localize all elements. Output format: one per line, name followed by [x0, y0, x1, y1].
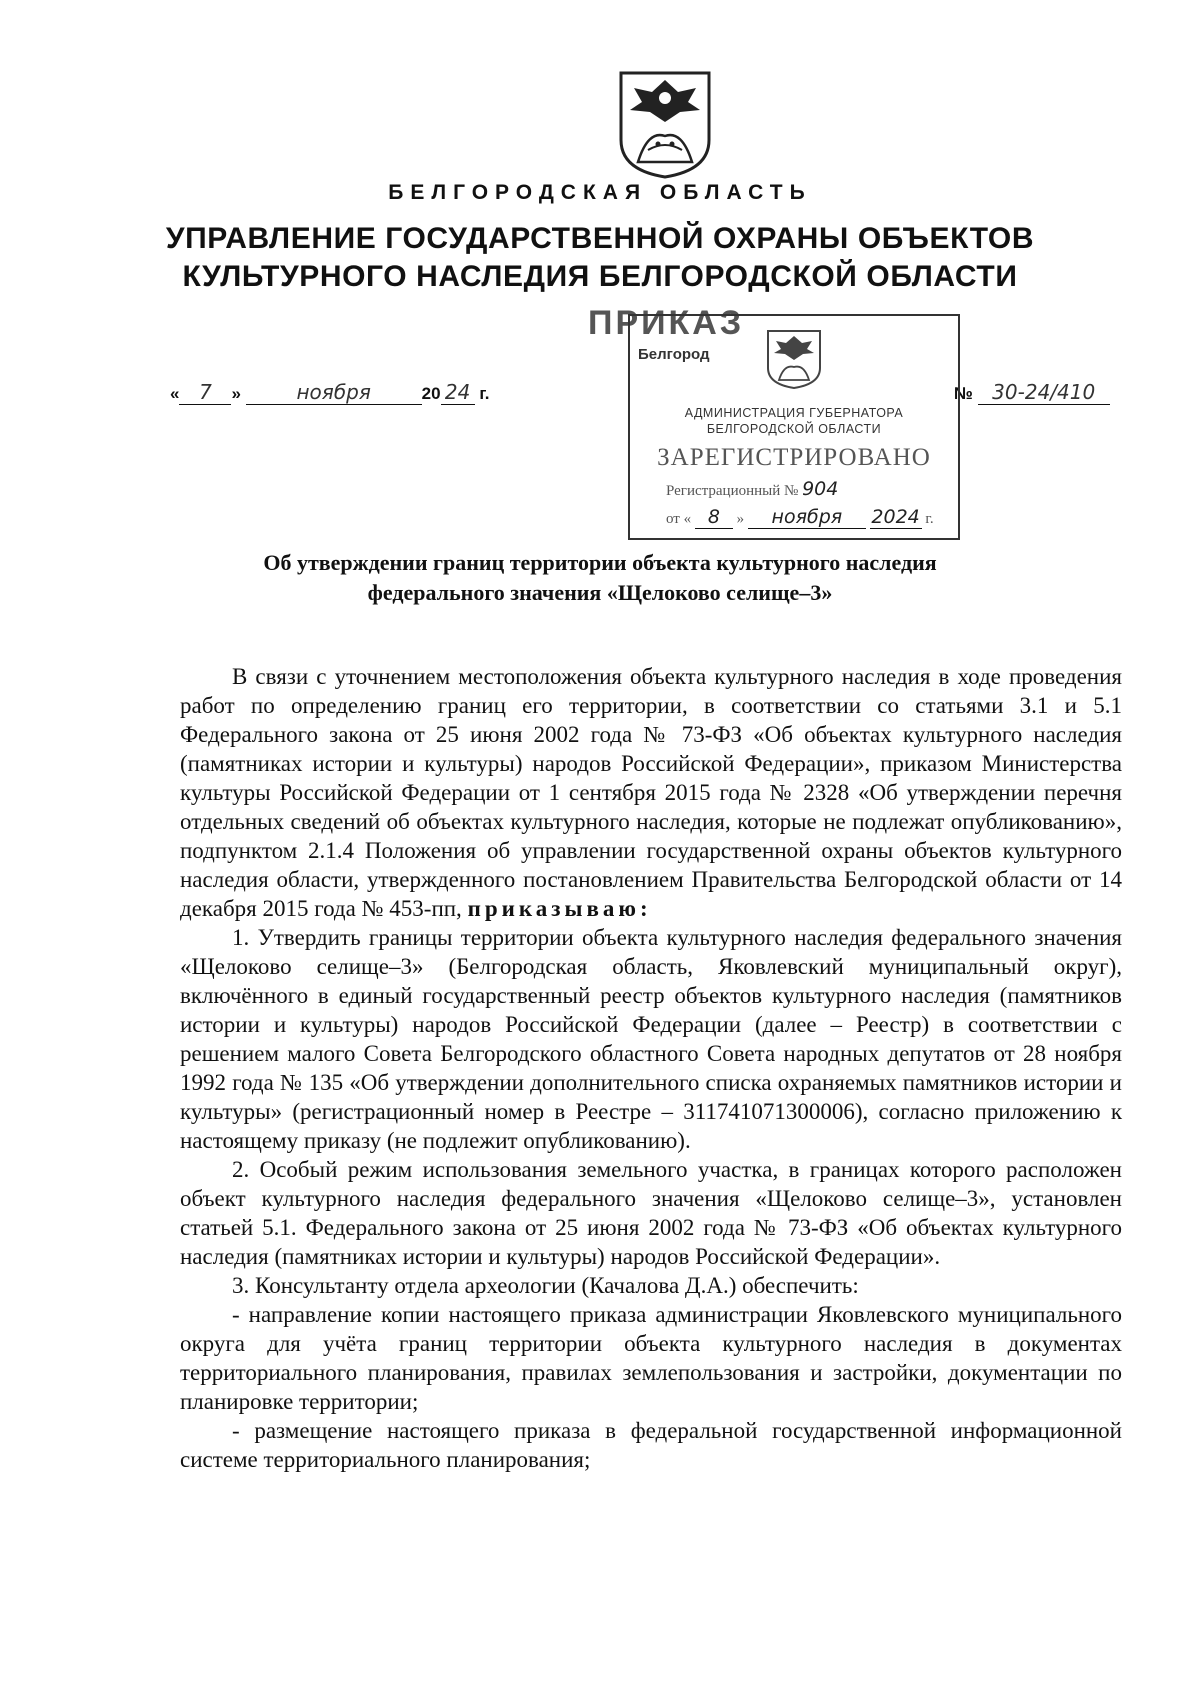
date-day: 7 — [179, 380, 231, 405]
registration-stamp — [628, 314, 960, 540]
paragraph-item-3: 3. Консультанту отдела археологии (Качалова Д.А.) обеспечить: — [232, 1273, 859, 1298]
stamp-close-quote: » — [736, 511, 745, 527]
stamp-reg-day: 8 — [695, 506, 733, 529]
stamp-admin-line2: БЕЛГОРОДСКОЙ ОБЛАСТИ — [706, 422, 882, 436]
stamp-city: Белгород — [638, 346, 710, 363]
coat-of-arms-emblem — [618, 70, 712, 180]
number-label: № — [954, 384, 973, 403]
stamp-reg-number — [666, 478, 838, 500]
stamp-registered: ЗАРЕГИСТРИРОВАНО — [657, 444, 931, 471]
date-month: ноября — [246, 380, 422, 405]
stamp-reg-number-value: 904 — [802, 478, 839, 500]
paragraph-item-2: 2. Особый режим использования земельного участка, в границах которого расположен объект культурного наследия федерального значения «Щелоково селище–3», установлен статьей 5.1. Федерального закона от 25 июня 2002 года № 73-ФЗ «Об объектах культурного наследия (памятниках истории и культуры) народов Российской Федерации». — [180, 1157, 1122, 1269]
document-number — [954, 380, 1110, 405]
date-year-prefix: 20 — [421, 384, 441, 403]
paragraph-item-3-sub1: - направление копии настоящего приказа администрации Яковлевского муниципального округа для учёта границ территории объекта культурного наследия в документах территориального планирования, правилах землепользования и застройки, документации по планировке территории; — [180, 1302, 1122, 1414]
date-open-quote: « — [170, 384, 180, 403]
document-title — [130, 548, 1070, 608]
document-body — [180, 662, 1122, 1474]
agency-name-line2: КУЛЬТУРНОГО НАСЛЕДИЯ БЕЛГОРОДСКОЙ ОБЛАСТИ — [182, 260, 1018, 293]
stamp-admin-line1: АДМИНИСТРАЦИЯ ГУБЕРНАТОРА — [684, 406, 904, 420]
paragraph-preamble — [180, 662, 1122, 923]
title-line2: федерального значения «Щелоково селище–3» — [367, 580, 833, 605]
region-name: БЕЛГОРОДСКАЯ ОБЛАСТЬ — [388, 181, 812, 204]
stamp-year-abbrev: г. — [925, 511, 934, 527]
title-line1: Об утверждении границ территории объекта культурного наследия — [263, 550, 937, 575]
date-year-suffix: 24 — [441, 380, 475, 405]
preamble-text: В связи с уточнением местоположения объекта культурного наследия в ходе проведения работ по определению границ его территории, в соответствии со статьями 3.1 и 5.1 Федерального закона от 25 июня 2002 года № 73-ФЗ «Об объектах культурного наследия (памятниках истории и культуры) народов Российской Федерации», приказом Министерства культуры Российской Федерации от 1 сентября 2015 года № 2328 «Об утверждении перечня отдельных сведений об объектах культурного наследия, которые не подлежат опубликованию», подпунктом 2.1.4 Положения об управлении государственной охраны объектов культурного наследия области, утвержденного постановлением Правительства Белгородской области от 14 декабря 2015 года № 453-пп, — [180, 664, 1122, 921]
agency-name-line1: УПРАВЛЕНИЕ ГОСУДАРСТВЕННОЙ ОХРАНЫ ОБЪЕКТОВ — [165, 222, 1035, 255]
order-word: приказываю: — [467, 896, 652, 921]
paragraph-item-3-sub2: - размещение настоящего приказа в федеральной государственной информационной системе территориального планирования; — [180, 1418, 1122, 1472]
stamp-reg-date — [666, 506, 934, 529]
paragraph-item-1: 1. Утвердить границы территории объекта культурного наследия федерального значения «Щелоково селище–3» (Белгородская область, Яковлевский муниципальный округ), включённого в единый государственный реестр объектов культурного наследия (памятников истории и культуры) народов Российской Федерации (далее – Реестр) в соответствии с решением малого Совета Белгородского областного Совета народных депутатов от 28 ноября 1992 года № 135 «Об утверждении дополнительного списка охраняемых памятников истории и культуры» (регистрационный номер в Реестре – 311741071300006), согласно приложению к настоящему приказу (не подлежит опубликованию). — [180, 925, 1122, 1153]
stamp-emblem-icon — [765, 328, 823, 390]
stamp-reg-year: 2024 — [871, 506, 920, 528]
date-close-quote: » — [231, 384, 241, 403]
stamp-from-label: от « — [666, 511, 692, 527]
stamp-reg-label: Регистрационный № — [666, 483, 799, 499]
document-type: ПРИКАЗ — [588, 304, 745, 342]
number-value: 30-24/410 — [978, 380, 1110, 405]
document-date — [170, 380, 489, 405]
stamp-reg-month: ноября — [748, 506, 866, 529]
date-year-abbrev: г. — [479, 384, 490, 403]
